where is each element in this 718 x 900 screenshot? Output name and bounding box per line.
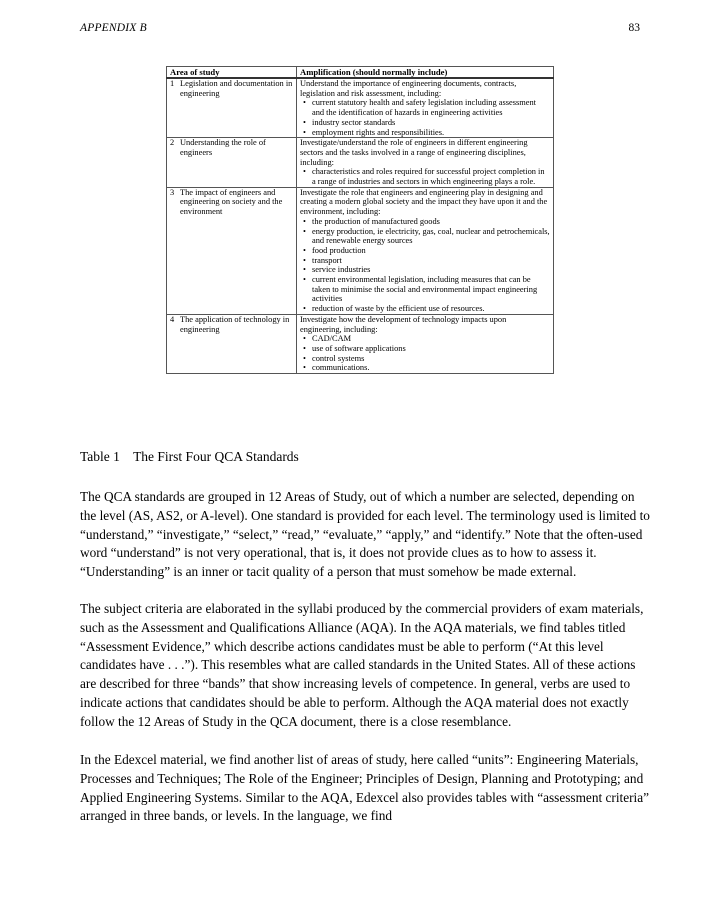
body-paragraph: In the Edexcel material, we find another list of areas of study, here called “units”: Engineering Materials, Processes and Techniques; The Role of the Engineer; Principles of Design, Planning and Prototyping; and Applied Engineering Systems. Similar to the AQA, Edexcel also provides tables with “assessment criteria” arranged in three bands, or levels. In the language, we find — [80, 752, 650, 824]
qca-standards-table-wrapper — [166, 66, 554, 374]
area-number: 3 — [170, 187, 175, 197]
area-cell — [167, 314, 297, 373]
list-item: • employment rights and responsibilities. — [312, 128, 550, 138]
caption-title: The First Four QCA Standards — [133, 449, 299, 464]
list-item: • current environmental legislation, including measures that can be taken to minimise the social and environmental impact engineering activities — [312, 275, 550, 304]
list-item: • transport — [312, 256, 550, 266]
body-paragraph: The QCA standards are grouped in 12 Areas of Study, out of which a number are selected, depending on the level (AS, AS2, or A-level). One standard is provided for each level. The terminology used is limited to “understand,” “investigate,” “select,” “read,” “evaluate,” “apply,” and “identify.” Note that the often-used word “understand” is not very operational, that is, it does not provide clues as to how to assess it. “Understanding” is an inner or tacit quality of a person that must somehow be made external. — [80, 489, 650, 580]
column-header-area: Area of study — [167, 67, 297, 79]
table-caption — [80, 449, 299, 465]
list-item: • industry sector standards — [312, 118, 550, 128]
qca-standards-table — [166, 66, 554, 374]
area-cell — [167, 78, 297, 138]
list-item: • energy production, ie electricity, gas, coal, nuclear and petrochemicals, and renewable energy sources — [312, 227, 550, 246]
area-number: 4 — [170, 314, 175, 324]
area-title: The impact of engineers and engineering on society and the environment — [180, 187, 283, 217]
running-head: APPENDIX B — [80, 22, 147, 34]
area-number: 1 — [170, 79, 175, 88]
list-item: • use of software applications — [312, 344, 550, 354]
area-cell — [167, 138, 297, 188]
amplification-list — [300, 167, 550, 186]
area-cell — [167, 187, 297, 314]
table-row — [167, 138, 554, 188]
column-header-amplification: Amplification (should normally include) — [297, 67, 554, 79]
list-item: • CAD/CAM — [312, 334, 550, 344]
amplification-intro: Investigate/understand the role of engineers in different engineering sectors and the tasks involved in a range of engineering disciplines, including: — [300, 138, 528, 167]
amplification-intro: Investigate how the development of technology impacts upon engineering, including: — [300, 314, 507, 334]
table-row — [167, 314, 554, 373]
list-item: • control systems — [312, 354, 550, 364]
amplification-cell — [297, 78, 554, 138]
page-number: 83 — [628, 22, 640, 34]
table-row — [167, 187, 554, 314]
list-item: • food production — [312, 246, 550, 256]
caption-label: Table 1 — [80, 449, 120, 464]
amplification-list — [300, 98, 550, 137]
table-row — [167, 78, 554, 138]
amplification-list — [300, 334, 550, 373]
table-header-row — [167, 67, 554, 79]
area-title: Legislation and documentation in engineering — [180, 79, 293, 98]
list-item: • characteristics and roles required for successful project completion in a range of industries and sectors in which engineering plays a role. — [312, 167, 550, 186]
body-paragraph: The subject criteria are elaborated in the syllabi produced by the commercial providers of exam materials, such as the Assessment and Qualifications Alliance (AQA). In the AQA materials, we find tables titled “Assessment Evidence,” which describe actions candidates must be able to perform (“At this level candidates have . . .”). This resembles what are called standards in the United States. All of these actions are described for three “bands” that show increasing levels of competence. In general, verbs are used to indicate actions that candidates should be able to perform. Although the AQA material does not exactly follow the 12 Areas of Study in the QCA document, there is a close resemblance. — [80, 601, 644, 729]
list-item: • reduction of waste by the efficient use of resources. — [312, 304, 550, 314]
area-number: 2 — [170, 138, 175, 148]
table-body — [167, 78, 554, 374]
page-header — [80, 22, 640, 38]
amplification-cell — [297, 187, 554, 314]
list-item: • the production of manufactured goods — [312, 217, 550, 227]
list-item: • communications. — [312, 363, 550, 373]
amplification-intro: Investigate the role that engineers and engineering play in designing and creating a modern global society and the impact they have upon it and the environment, including: — [300, 187, 548, 217]
list-item: • service industries — [312, 265, 550, 275]
area-title: Understanding the role of engineers — [180, 138, 266, 157]
list-item: • current statutory health and safety legislation including assessment and the identification of hazards in engineering activities — [312, 98, 550, 117]
area-title: The application of technology in engineering — [180, 314, 290, 334]
amplification-list — [300, 217, 550, 314]
amplification-cell — [297, 314, 554, 373]
amplification-intro: Understand the importance of engineering documents, contracts, legislation and risk assessment, including: — [300, 79, 517, 98]
amplification-cell — [297, 138, 554, 188]
